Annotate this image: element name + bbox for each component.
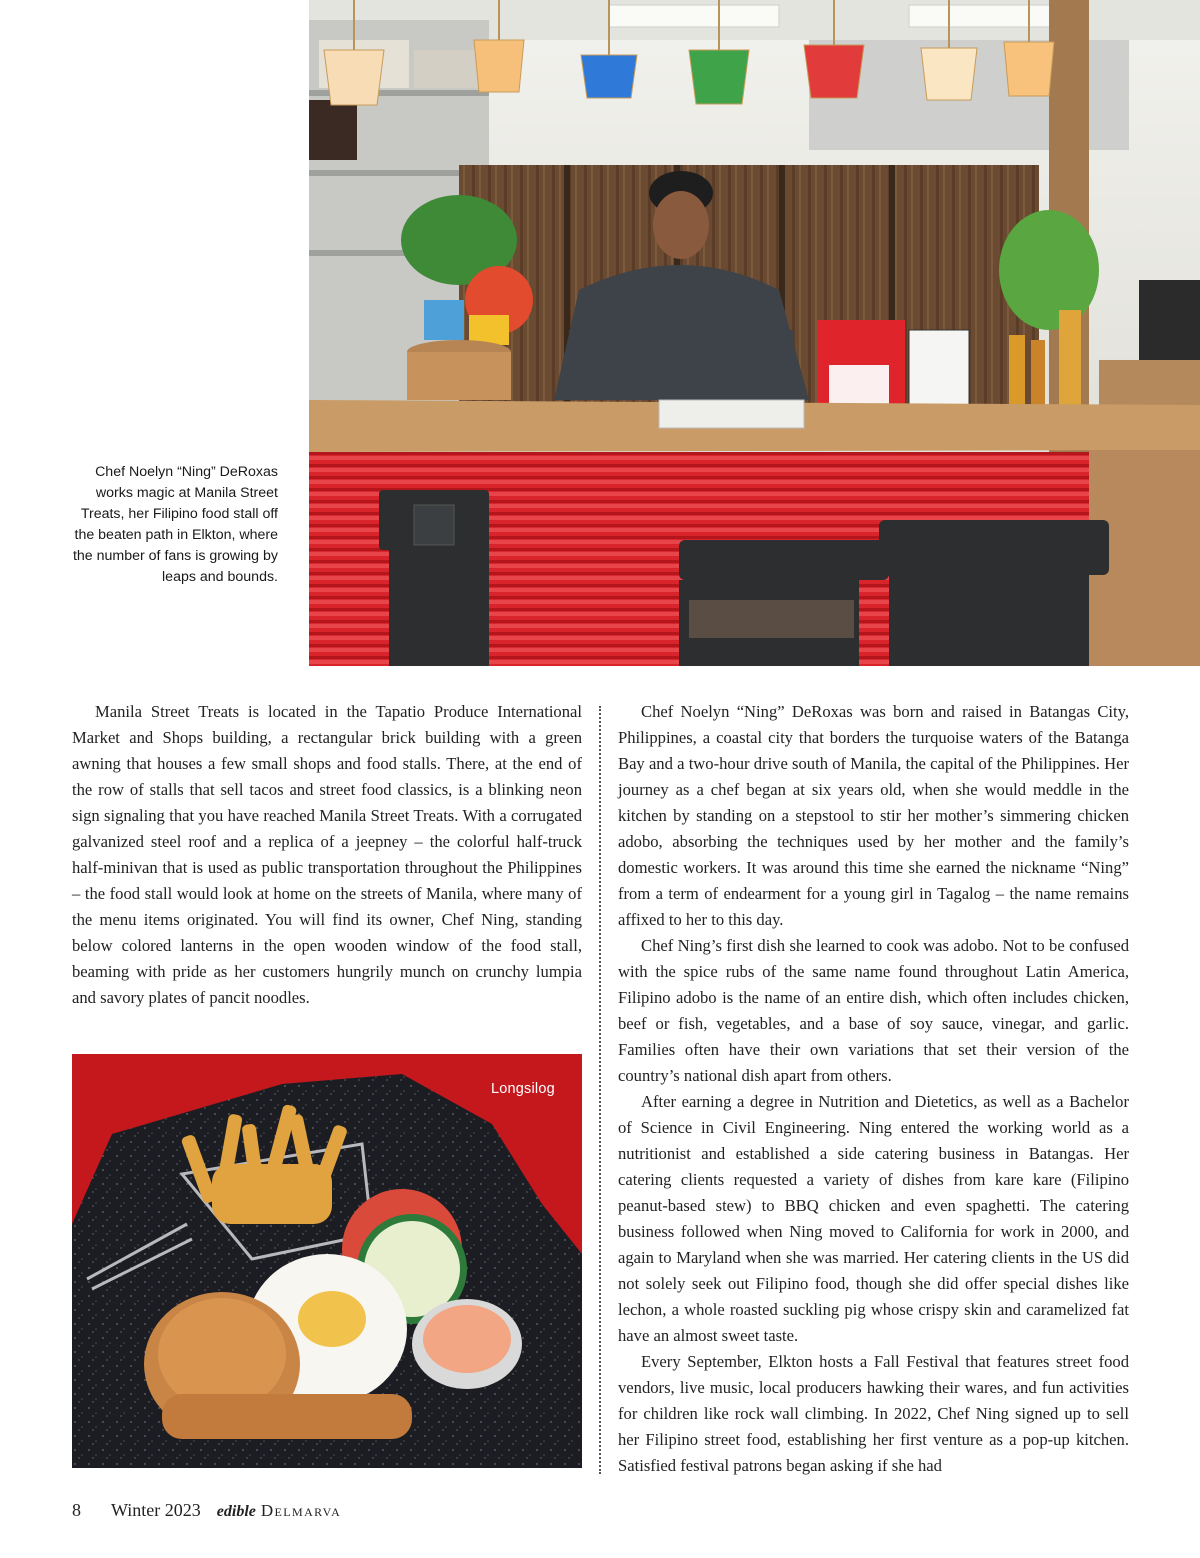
page-footer (72, 1500, 341, 1521)
article-paragraph: Chef Noelyn “Ning” DeRoxas was born and raised in Batangas City, Philippines, a coastal city that borders the turquoise waters of the Batanga Bay and a two-hour drive south of Manila, the capital of the Philippines. Her journey as a chef began at six years old, when she would meddle in the kitchen by standing on a stepstool to stir her mother’s simmering chicken adobo, absorbing the techniques used by her mother and the family’s domestic workers. It was around this time she earned the nickname “Ning” from a term of endearment for a young girl in Tagalog – the name remains affixed to her to this day. (618, 702, 1129, 929)
issue-label: Winter 2023 (111, 1500, 201, 1520)
article-paragraph: Every September, Elkton hosts a Fall Festival that features street food vendors, live music, local producers hawking their wares, and fun activities for children like rock wall climbing. In 2022, Chef Ning signed up to sell her Filipino street food, establishing her first venture as a pop-up kitchen. Satisfied festival patrons began asking if she had (618, 1352, 1129, 1475)
food-photo-caption: Longsilog (491, 1081, 555, 1097)
article-paragraph: Manila Street Treats is located in the Tapatio Produce International Market and Shops building, a rectangular brick building with a green awning that houses a few small shops and food stalls. There, at the end of the row of stalls that sell tacos and street food classics, is a blinking neon sign signaling that you have reached Manila Street Treats. With a corrugated galvanized steel roof and a replica of a jeepney – the colorful half-truck half-minivan that is used as public transportation throughout the Philippines – the food stall would look at home on the streets of Manila, where many of the menu items originated. You will find its owner, Chef Ning, standing below colored lanterns in the open wooden window of the food stall, beaming with pride as her customers hungrily munch on crunchy lumpia and savory plates of pancit noodles. (72, 702, 582, 1007)
page-number: 8 (72, 1500, 81, 1520)
article-left-column (72, 699, 582, 1011)
magazine-brand-italic: edible (216, 1503, 256, 1520)
chef-at-food-stall-illustration (309, 0, 1200, 666)
longsilog-plate-illustration (72, 1054, 582, 1468)
article-paragraph: After earning a degree in Nutrition and Dietetics, as well as a Bachelor of Science in Civil Engineering. Ning entered the working world as a nutritionist and established a side catering business in Batangas. Her catering clients requested a variety of dishes from kare kare (Filipino peanut-based stew) to BBQ chicken and even spaghetti. The catering business followed when Ning moved to California for work in 2000, and again to Maryland when she was married. Her catering clients in the US did not solely seek out Filipino food, though she did offer special dishes like lechon, a whole roasted suckling pig whose crispy skin and caramelized fat have an almost sweet taste. (618, 1092, 1129, 1345)
hero-photo-caption: Chef Noelyn “Ning” DeRoxas works magic at Manila Street Treats, her Filipino food stall off the beaten path in Elkton, where the number of fans is growing by leaps and bounds. (72, 464, 278, 585)
hero-photo (309, 0, 1200, 666)
food-photo (72, 1054, 582, 1468)
article-paragraph: Chef Ning’s first dish she learned to cook was adobo. Not to be confused with the spice rubs of the same name found throughout Latin America, Filipino adobo is the name of an entire dish, which often includes chicken, beef or fish, vegetables, and a base of soy sauce, vinegar, and garlic. Families often have their own variations that set their version of the country’s national dish apart from others. (618, 936, 1129, 1085)
column-divider (599, 706, 601, 1474)
article-right-column (618, 699, 1129, 1479)
magazine-brand-name: Delmarva (260, 1501, 342, 1520)
